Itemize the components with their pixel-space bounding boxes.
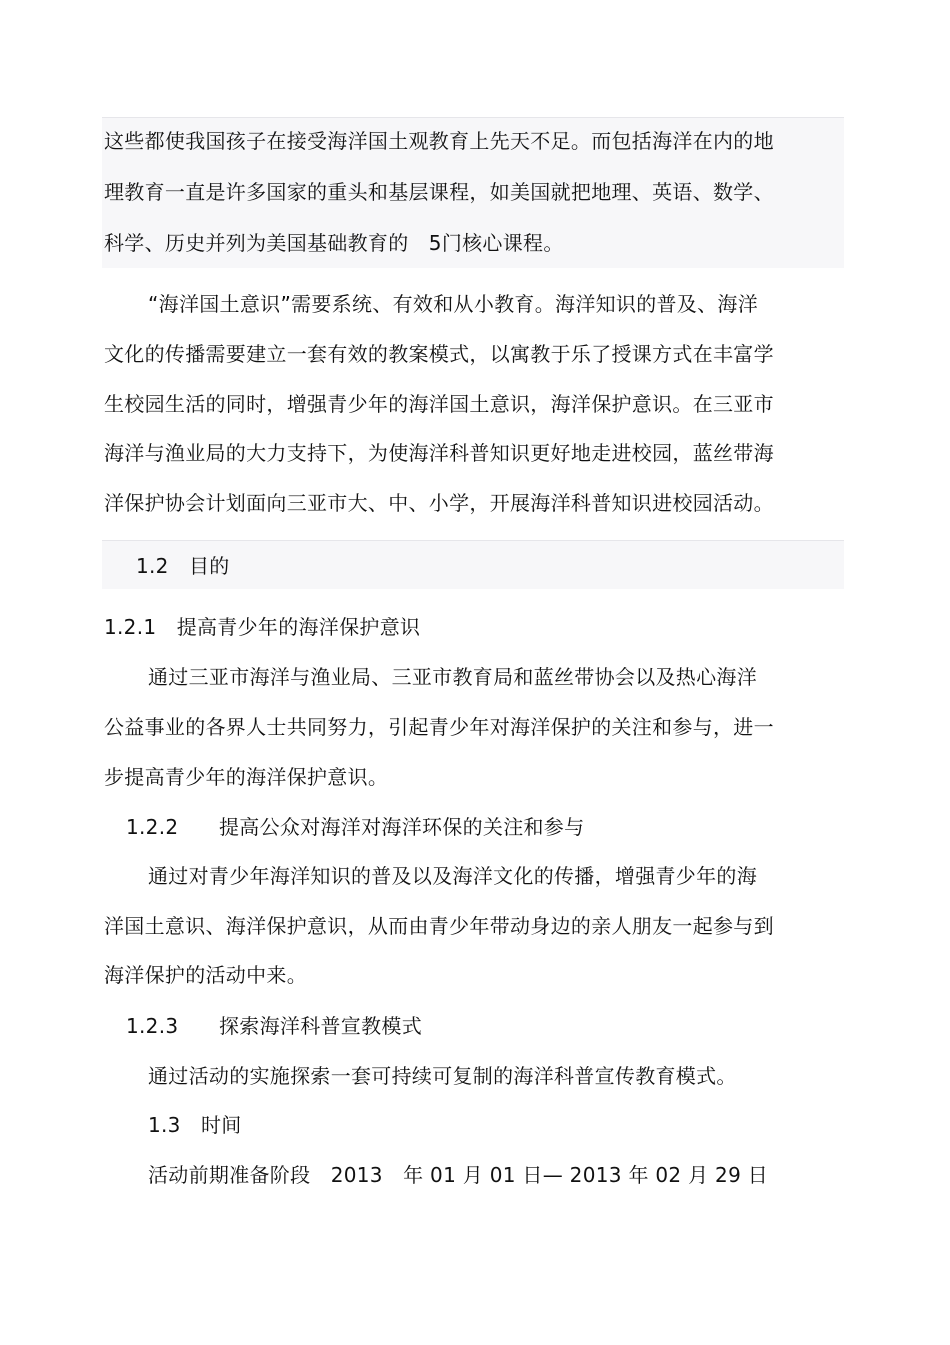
section-1-2-3-heading: 1.2.3 探索海洋科普宣教模式 [126,1014,422,1038]
paragraph-1-line-3: 科学、历史并列为美国基础教育的 5门核心课程。 [104,231,564,255]
paragraph-2-line-2: 文化的传播需要建立一套有效的教案模式，以寓教于乐了授课方式在丰富学 [104,342,774,366]
section-1-3-line-1: 活动前期准备阶段 2013 年 01 月 01 日— 2013 年 02 月 29 日 [148,1163,769,1187]
section-1-2-1-line-3: 步提高青少年的海洋保护意识。 [104,765,389,789]
paragraph-1-line-1: 这些都使我国孩子在接受海洋国土观教育上先天不足。而包括海洋在内的地 [104,129,774,153]
paragraph-2-line-3: 生校园生活的同时，增强青少年的海洋国土意识，海洋保护意识。在三亚市 [104,392,774,416]
section-1-2-2-line-1: 通过对青少年海洋知识的普及以及海洋文化的传播，增强青少年的海 [148,864,757,888]
paragraph-2-line-1: “海洋国土意识”需要系统、有效和从小教育。海洋知识的普及、海洋 [148,292,759,316]
paragraph-1-line-2: 理教育一直是许多国家的重头和基层课程，如美国就把地理、英语、数学、 [104,180,774,204]
section-1-2-1-line-1: 通过三亚市海洋与渔业局、三亚市教育局和蓝丝带协会以及热心海洋 [148,665,757,689]
section-1-2-2-line-2: 洋国土意识、海洋保护意识，从而由青少年带动身边的亲人朋友一起参与到 [104,914,774,938]
paragraph-2-line-4: 海洋与渔业局的大力支持下，为使海洋科普知识更好地走进校园，蓝丝带海 [104,441,774,465]
section-1-2-2-line-3: 海洋保护的活动中来。 [104,963,307,987]
section-1-2-heading: 1.2 目的 [136,554,230,578]
section-1-2-1-heading: 1.2.1 提高青少年的海洋保护意识 [104,615,421,639]
paragraph-2-line-5: 洋保护协会计划面向三亚市大、中、小学，开展海洋科普知识进校园活动。 [104,491,774,515]
section-1-2-block [102,540,844,589]
paragraph-block-1 [102,117,844,268]
section-1-2-2-heading: 1.2.2 提高公众对海洋对海洋环保的关注和参与 [126,815,585,839]
section-1-3-heading: 1.3 时间 [148,1113,242,1137]
section-1-2-3-line-1: 通过活动的实施探索一套可持续可复制的海洋科普宣传教育模式。 [148,1064,737,1088]
section-1-2-1-line-2: 公益事业的各界人士共同努力，引起青少年对海洋保护的关注和参与，进一 [104,715,774,739]
